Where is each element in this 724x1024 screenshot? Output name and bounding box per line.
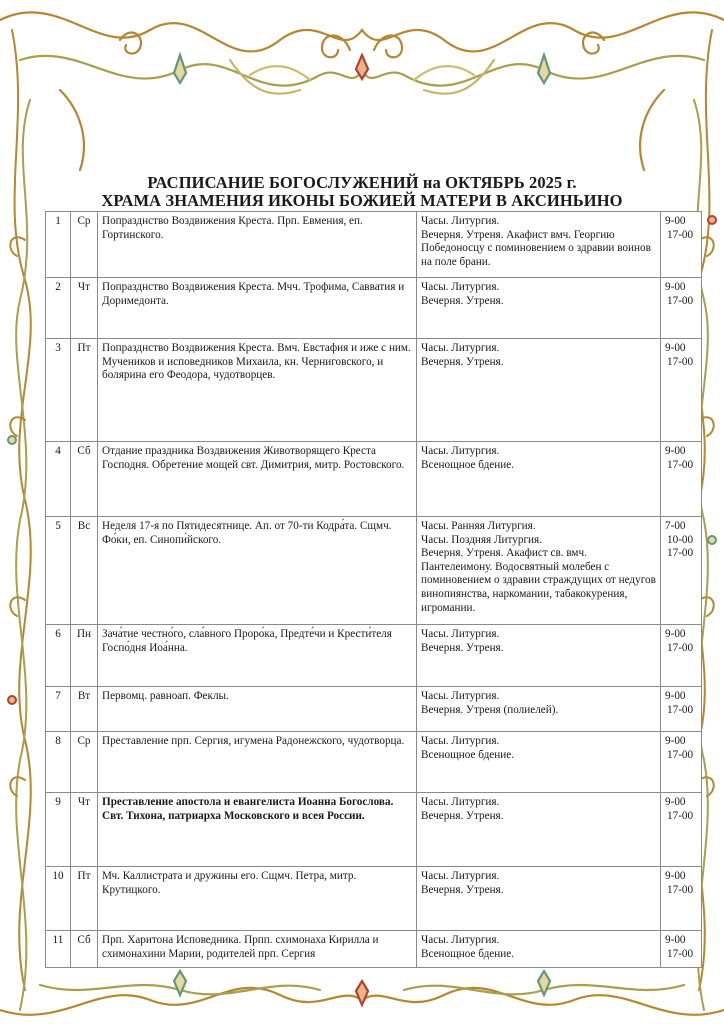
weekday: Сб xyxy=(71,931,98,968)
service-item: Часы. Литургия. xyxy=(421,215,500,227)
service-item: Часы. Литургия. xyxy=(421,342,500,354)
service-time: 9-00 xyxy=(665,870,686,882)
service-item: Вечерня. Утреня. xyxy=(421,355,504,368)
day-number: 11 xyxy=(46,931,71,968)
service-time: 17-00 xyxy=(667,883,694,896)
day-number: 5 xyxy=(46,517,71,625)
weekday: Пт xyxy=(71,339,98,442)
services-cell xyxy=(417,867,661,931)
times-cell xyxy=(661,212,702,278)
service-item: Вечерня. Утреня. xyxy=(421,809,504,822)
services-cell xyxy=(417,278,661,339)
services-cell xyxy=(417,442,661,517)
service-item: Часы. Литургия. xyxy=(421,796,500,808)
feast-description: Попразднство Воздвижения Креста. Мчч. Трофима, Савватия и Доримедонта. xyxy=(98,278,417,339)
schedule-row xyxy=(46,212,702,278)
service-item: Часы. Поздняя Литургия. xyxy=(421,533,542,546)
schedule-table-body xyxy=(46,212,702,968)
service-item: Часы. Ранняя Литургия. xyxy=(421,520,536,532)
service-item: Часы. Литургия. xyxy=(421,870,500,882)
service-item: Часы. Литургия. xyxy=(421,281,500,293)
weekday: Чт xyxy=(71,278,98,339)
service-item: Вечерня. Утреня. Акафист вмч. Георгию Победоносцу с поминовением о здравии воинов на поле брани. xyxy=(421,228,651,268)
feast-description: Первомц. равноап. Феклы. xyxy=(98,687,417,732)
service-time: 17-00 xyxy=(667,947,694,960)
times-cell xyxy=(661,278,702,339)
bottom-ornament xyxy=(0,971,724,1015)
service-time: 9-00 xyxy=(665,796,686,808)
service-time: 7-00 xyxy=(665,520,686,532)
service-time: 17-00 xyxy=(667,748,694,761)
service-time: 17-00 xyxy=(667,641,694,654)
service-time: 9-00 xyxy=(665,690,686,702)
top-ornament xyxy=(0,12,724,170)
times-cell xyxy=(661,517,702,625)
times-cell xyxy=(661,793,702,867)
service-time: 17-00 xyxy=(667,547,694,560)
service-time: 17-00 xyxy=(667,703,694,716)
weekday: Ср xyxy=(71,732,98,793)
day-number: 6 xyxy=(46,625,71,687)
weekday: Пт xyxy=(71,867,98,931)
services-cell xyxy=(417,687,661,732)
services-cell xyxy=(417,212,661,278)
service-item: Вечерня. Утреня. xyxy=(421,883,504,896)
weekday: Вс xyxy=(71,517,98,625)
day-number: 9 xyxy=(46,793,71,867)
service-time: 9-00 xyxy=(665,342,686,354)
schedule-row xyxy=(46,931,702,968)
schedule-table xyxy=(45,211,702,968)
service-time: 9-00 xyxy=(665,215,686,227)
day-number: 2 xyxy=(46,278,71,339)
times-cell xyxy=(661,339,702,442)
service-time: 10-00 xyxy=(667,533,694,546)
service-item: Вечерня. Утреня (полиелей). xyxy=(421,703,559,716)
feast-description: Отдание праздника Воздвижения Животворящего Креста Господня. Обретение мощей свт. Димитрия, митр. Ростовского. xyxy=(98,442,417,517)
times-cell xyxy=(661,687,702,732)
schedule-row xyxy=(46,517,702,625)
service-item: Всенощное бдение. xyxy=(421,947,515,960)
services-cell xyxy=(417,517,661,625)
service-item: Вечерня. Утреня. Акафист св. вмч. Пантелеимону. Водосвятный молебен с поминовением о здравии страждущих от недугов винопиянства, наркомании, табакокурения, игромании. xyxy=(421,547,656,614)
day-number: 3 xyxy=(46,339,71,442)
service-item: Вечерня. Утреня. xyxy=(421,641,504,654)
times-cell xyxy=(661,732,702,793)
church-name: ХРАМА ЗНАМЕНИЯ ИКОНЫ БОЖИЕЙ МАТЕРИ В АКСИНЬИНО xyxy=(101,191,623,210)
times-cell xyxy=(661,931,702,968)
schedule-row xyxy=(46,793,702,867)
feast-description: Попразднство Воздвижения Креста. Вмч. Евстафия и иже с ним. Мучеников и исповедников Михаила, кн. Черниговского, и болярина его Феодора, чудотворцев. xyxy=(98,339,417,442)
service-time: 9-00 xyxy=(665,445,686,457)
times-cell xyxy=(661,625,702,687)
feast-description: Преставление прп. Сергия, игумена Радонежского, чудотворца. xyxy=(98,732,417,793)
service-time: 17-00 xyxy=(667,458,694,471)
services-cell xyxy=(417,339,661,442)
schedule-row xyxy=(46,278,702,339)
day-number: 7 xyxy=(46,687,71,732)
service-time: 9-00 xyxy=(665,735,686,747)
service-time: 17-00 xyxy=(667,355,694,368)
day-number: 4 xyxy=(46,442,71,517)
schedule-title: РАСПИСАНИЕ БОГОСЛУЖЕНИЙ на ОКТЯБРЬ 2025 г. xyxy=(147,173,577,192)
service-item: Всенощное бдение. xyxy=(421,458,515,471)
service-item: Вечерня. Утреня. xyxy=(421,294,504,307)
service-item: Часы. Литургия. xyxy=(421,628,500,640)
weekday: Пн xyxy=(71,625,98,687)
service-time: 17-00 xyxy=(667,809,694,822)
day-number: 1 xyxy=(46,212,71,278)
times-cell xyxy=(661,442,702,517)
feast-description: Попразднство Воздвижения Креста. Прп. Евмения, еп. Гортинского. xyxy=(98,212,417,278)
service-item: Часы. Литургия. xyxy=(421,445,500,457)
day-number: 10 xyxy=(46,867,71,931)
weekday: Вт xyxy=(71,687,98,732)
feast-description: Неделя 17-я по Пятидесятнице. Ап. от 70-ти Кодра́та. Сщмч. Фо́ки, еп. Синопи́йского. xyxy=(98,517,417,625)
feast-description: Мч. Каллистрата и дружины его. Сщмч. Петра, митр. Крутицкого. xyxy=(98,867,417,931)
schedule-row xyxy=(46,732,702,793)
service-item: Часы. Литургия. xyxy=(421,735,500,747)
services-cell xyxy=(417,931,661,968)
weekday: Ср xyxy=(71,212,98,278)
service-item: Часы. Литургия. xyxy=(421,690,500,702)
weekday: Сб xyxy=(71,442,98,517)
feast-description: Преставление апостола и евангелиста Иоанна Богослова. Свт. Тихона, патриарха Московского и всея России. xyxy=(98,793,417,867)
services-cell xyxy=(417,793,661,867)
service-item: Часы. Литургия. xyxy=(421,934,500,946)
schedule-row xyxy=(46,687,702,732)
weekday: Чт xyxy=(71,793,98,867)
schedule-row xyxy=(46,442,702,517)
feast-description: Зача́тие честно́го, сла́вного Проро́ка, Предте́чи и Крести́теля Госпо́дня Иоа́нна. xyxy=(98,625,417,687)
schedule-row xyxy=(46,339,702,442)
service-time: 17-00 xyxy=(667,228,694,241)
feast-description: Прп. Харитона Исповедника. Прпп. схимонаха Кирилла и схимонахини Марии, родителей прп. Сергия xyxy=(98,931,417,968)
service-item: Всенощное бдение. xyxy=(421,748,515,761)
services-cell xyxy=(417,625,661,687)
day-number: 8 xyxy=(46,732,71,793)
service-time: 9-00 xyxy=(665,281,686,293)
schedule-row xyxy=(46,625,702,687)
service-time: 17-00 xyxy=(667,294,694,307)
times-cell xyxy=(661,867,702,931)
schedule-row xyxy=(46,867,702,931)
service-time: 9-00 xyxy=(665,628,686,640)
service-time: 9-00 xyxy=(665,934,686,946)
services-cell xyxy=(417,732,661,793)
